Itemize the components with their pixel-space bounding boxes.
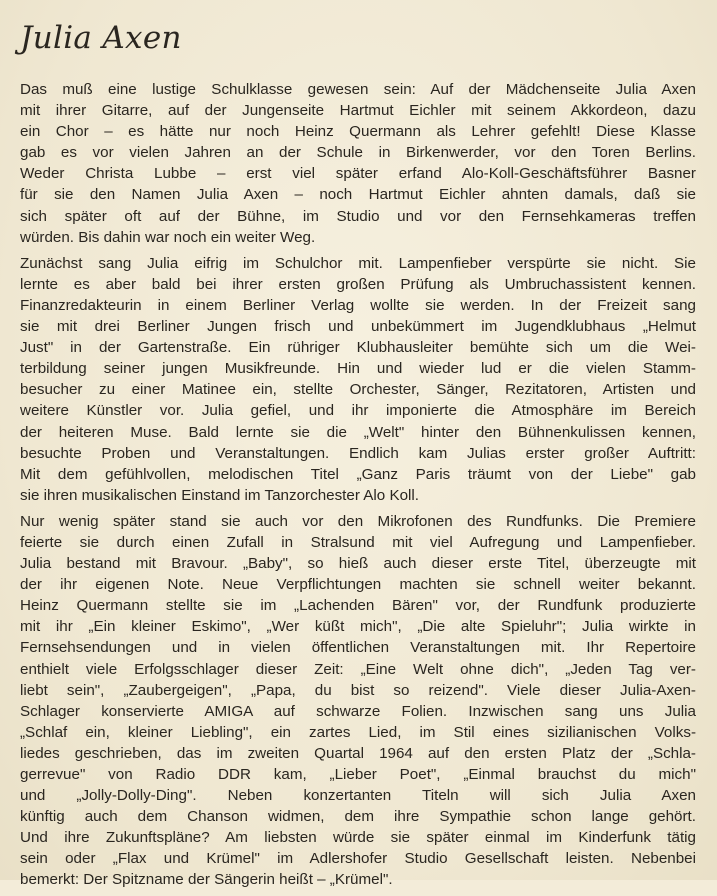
page-title: Julia Axen <box>20 20 182 56</box>
text-line: gerrevue" von Radio DDR kam, „Lieber Poet", „Einmal brauchst du mich" <box>20 766 696 783</box>
paragraph <box>20 79 696 248</box>
text-line: mit ihrer Gitarre, auf der Jungenseite Hartmut Eichler mit seinem Akkordeon, dazu <box>20 102 696 120</box>
text-line: Nur wenig später stand sie auch vor den Mikrofonen des Rundfunks. Die Premiere <box>20 512 696 530</box>
text-line: terbildung seiner jungen Musikfreunde. Hin und wieder lud er die vielen Stamm- <box>20 360 696 378</box>
text-line: und „Jolly-Dolly-Ding". Neben konzertanten Titeln will sich Julia Axen <box>20 787 696 805</box>
text-line: der heiteren Muse. Bald lernte sie die „Welt" hinter den Bühnenkulissen kennen, <box>20 423 696 441</box>
text-line: „Schlaf ein, kleiner Liebling", ein zartes Lied, im Stil eines sizilianischen Volks- <box>20 723 696 741</box>
text-line: feierte sie durch einen Zufall in Stralsund mit viel Aufregung und Lampenfieber. <box>20 533 696 551</box>
text-line: Mit dem gefühlvollen, melodischen Titel „Ganz Paris träumt von der Liebe" gab <box>20 465 696 483</box>
text-line: Das muß eine lustige Schulklasse gewesen sein: Auf der Mädchenseite Julia Axen <box>20 81 696 98</box>
text-line: Just" in der Gartenstraße. Ein rühriger Klubhausleiter bemühte sich um die Wei- <box>20 339 696 357</box>
text-line: Zunächst sang Julia eifrig im Schulchor mit. Lampenfieber verspürte sie nicht. Sie <box>20 254 696 272</box>
text-line: enthielt viele Erfolgsschlager dieser Zeit: „Eine Welt ohne dich", „Jeden Tag ver- <box>20 660 696 678</box>
text-line: mit ihr „Ein kleiner Eskimo", „Wer küßt mich", „Die alte Spieluhr"; Julia wirkte in <box>20 618 696 636</box>
text-line: der ihr eigenen Note. Neue Verpflichtungen machten sie schnell weiter bekannt. <box>20 576 696 594</box>
paragraph <box>20 511 696 891</box>
text-line: Und ihre Zukunftspläne? Am liebsten würde sie später einmal im Kinderfunk tätig <box>20 829 696 847</box>
text-line: Fernsehsendungen und in vielen öffentlichen Veranstaltungen mit. Ihr Repertoire <box>20 639 696 657</box>
text-line: Julia bestand mit Bravour. „Baby", so hieß auch dieser erste Titel, überzeugte mit <box>20 555 696 573</box>
text-line: bemerkt: Der Spitzname der Sängerin heißt – „Krümel". <box>20 871 393 889</box>
text-line: weitere Künstler vor. Julia gefiel, und ihr imponierte die Atmosphäre im Bereich <box>20 402 696 420</box>
text-line: für sie den Namen Julia Axen – noch Hartmut Eichler ahnten damals, daß sie <box>20 186 696 204</box>
text-line: Schlager konservierte AMIGA auf schwarze Folien. Inzwischen sang uns Julia <box>20 702 696 720</box>
text-line: Weder Christa Lubbe – erst viel später erfand Alo-Koll-Geschäftsführer Basner <box>20 165 696 183</box>
text-line: sie mit drei Berliner Jungen frisch und unbekümmert im Jugendklubhaus „Helmut <box>20 318 696 336</box>
text-line: liedes geschrieben, das im zweiten Quartal 1964 auf den ersten Platz der „Schla- <box>20 744 696 762</box>
paragraph <box>20 253 696 506</box>
text-line: sie ihren musikalischen Einstand im Tanzorchester Alo Koll. <box>20 486 420 504</box>
text-line: besucher zu einer Matinee ein, stellte Orchester, Sänger, Rezitatoren, Artisten und <box>20 381 696 399</box>
text-line: ein Chor – es hätte nur noch Heinz Quermann als Lehrer gefehlt! Diese Klasse <box>20 123 696 141</box>
text-line: liebt sein", „Zaubergeigen", „Papa, du bist so reizend". Viele dieser Julia-Axen- <box>20 681 696 699</box>
text-line: lernte es aber bald bei ihrer ersten großen Prüfung als Umbruchassistent kennen. <box>20 275 696 293</box>
text-line: künftig auch dem Chanson widmen, dem ihre Sympathie schon lange gehört. <box>20 808 696 826</box>
text-line: gab es vor vielen Jahren an der Schule in Birkenwerder, vor den Toren Berlins. <box>20 144 696 162</box>
text-line: Finanzredakteurin in einem Berliner Verlag wollte sie werden. In der Freizeit sang <box>20 296 696 314</box>
text-line: sein oder „Flax und Krümel" im Adlershofer Studio Gesellschaft leisten. Nebenbei <box>20 850 696 868</box>
text-line: würden. Bis dahin war noch ein weiter Weg. <box>20 228 316 246</box>
text-line: Heinz Quermann stellte sie im „Lachenden Bären" vor, der Rundfunk produzierte <box>20 597 696 615</box>
text-line: besuchte Proben und Veranstaltungen. Endlich kam Julias erster großer Auftritt: <box>20 444 696 462</box>
text-line: sich später oft auf der Bühne, im Studio und vor den Fernsehkameras treffen <box>20 207 696 225</box>
article-body <box>20 79 696 896</box>
